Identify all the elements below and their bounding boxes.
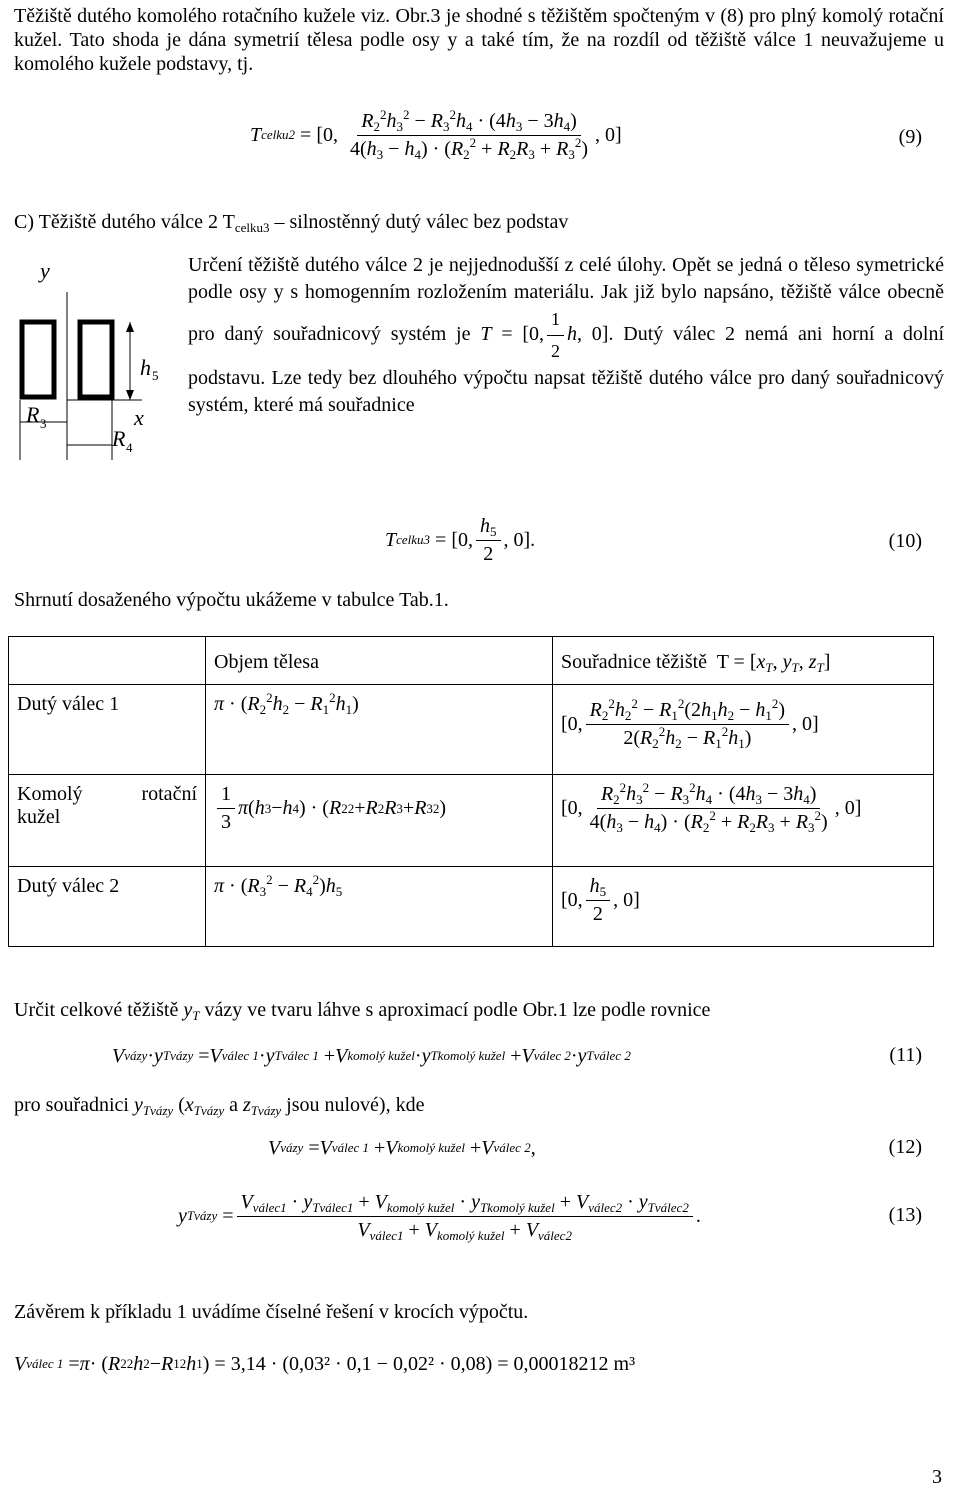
equation-11-number: (11) <box>889 1044 922 1066</box>
table-row-volume-1: $\pi \cdot (R_2^2h_2 - R_1^2h_1)$ <box>206 685 553 775</box>
r4-label: R <box>112 426 126 451</box>
equation-9: T celku2 = [0, $\frac{R_2^2h_3^2 - R_3^2h_4 \cdot (4h_3 - 3h_4)}{4(h_3 - h_4) \cdot (R_2^2 + R_2R_3 + R_3^2)}$ , 0] <box>250 106 622 162</box>
table-corner-cell <box>9 637 206 685</box>
table-row-name-1: Dutý válec 1 <box>9 685 206 775</box>
after-table-line-2: pro souřadnici $y_{Tvázy}$ ($x_{Tvázy}$ a $z_{Tvázy}$ jsou nulové), kde <box>14 1094 425 1118</box>
svg-text:5: 5 <box>152 368 159 383</box>
equation-12: V vázy = V válec 1 + V komolý kužel + V válec 2 , <box>268 1136 536 1159</box>
centroid-table <box>8 636 934 947</box>
h5-label: h <box>140 355 151 380</box>
table-row-name-3: Dutý válec 2 <box>9 867 206 947</box>
table-header-centroid: Souřadnice těžiště $T = [x_T$, $y_T$, $z_T$] <box>553 637 934 685</box>
equation-10-number: (10) <box>888 530 922 552</box>
y-axis-label: y <box>40 258 50 283</box>
equation-13-number: (13) <box>888 1204 922 1226</box>
equation-13: y Tvázy = $V_{válec1} \cdot y_{Tválec1} + V_{komolý kužel} \cdot y_{Tkomolý kužel} + V_{válec2} \cdot y_{Tválec2}$ $V_{válec1} + V_{komolý kužel} + V_{válec2}$ . <box>178 1190 701 1243</box>
table-row-centroid-3: [0, $\frac{h_5}{2}$ , 0] <box>553 867 934 947</box>
table-row-volume-2: $\frac{1}{3}$ π ( h 3 − h 4 ) · ( R 2 2 + R 2 R 3 + R 3 2 ) <box>206 775 553 867</box>
equation-10: T celku3 = [0, $\frac{h_5}{2}$ , 0]. <box>385 514 536 565</box>
equation-9-number: (9) <box>898 126 922 148</box>
table-header-volume: Objem tělesa <box>206 637 553 685</box>
equation-12-number: (12) <box>888 1136 922 1158</box>
section-c-heading: C) Těžiště dutého válce 2 $T_{celku3}$ – silnostěnný dutý válec bez podstav <box>14 211 569 235</box>
hollow-cylinder-diagram <box>12 250 177 465</box>
table-row-volume-3: $\pi \cdot (R_3^2 - R_4^2)h_5$ <box>206 867 553 947</box>
table-row-name-2: Komolý rotační kužel <box>9 775 206 867</box>
equation-11: V vázy · y Tvázy = V válec 1 · y Tválec 1 + V komolý kužel · y Tkomolý kužel + V válec 2 · y Tválec 2 <box>112 1044 631 1067</box>
summary-line: Shrnutí dosaženého výpočtu ukážeme v tabulce Tab.1. <box>14 589 449 611</box>
page-number: 3 <box>932 1466 942 1488</box>
table-row-centroid-1: [0, $\frac{R_2^2h_2^2 - R_1^2(2h_1h_2 - h_1^2)}{2(R_2^2h_2 - R_1^2h_1)}$ , 0] <box>553 685 934 775</box>
r3-label: R <box>26 402 40 427</box>
svg-text:3: 3 <box>40 416 47 431</box>
intro-paragraph: Těžiště dutého komolého rotačního kužele viz. Obr.3 je shodné s těžištěm spočteným v (8) pro plný komolý rotační kužel. Tato shoda je dána symetrií tělesa podle osy y a také tím, že na rozdíl od těžiště válce 1 neuvažujeme u komolého kužele podstavy, tj. <box>14 5 944 75</box>
section-c-paragraph: Určení těžiště dutého válce 2 je nejjednodušší z celé úlohy. Opět se jedná o těleso symetrické podle osy y s homogenním rozložením materiálu. Jak již bylo napsáno, těžiště válce obecně pro daný souřadnicový systém je T = [0, $\frac{1}{2}$ h, 0]. Dutý válec 2 nemá ani horní a dolní podstavu. Lze tedy bez dlouhého výpočtu napsat těžiště dutého válce pro daný souřadnicový systém, které má souřadnice <box>188 254 945 416</box>
conclusion-line: Závěrem k příkladu 1 uvádíme číselné řešení v krocích výpočtu. <box>14 1301 529 1323</box>
final-calculation: V válec 1 = π · ( R 2 2 h 2 − R 1 2 h 1 ) = 3,14 · (0,03² · 0,1 − 0,02² · 0,08) = 0,00018212 m³ <box>14 1352 636 1375</box>
table-row-centroid-2: [0, $\frac{R_2^2h_3^2 - R_3^2h_4 \cdot (4h_3 - 3h_4)}{4(h_3 - h_4) \cdot (R_2^2 + R_2R_3 + R_3^2)}$ , 0] <box>553 775 934 867</box>
svg-text:4: 4 <box>126 440 133 455</box>
x-axis-label: x <box>134 405 144 430</box>
after-table-line-1: Určit celkové těžiště $y_T$ vázy ve tvaru láhve s aproximací podle Obr.1 lze podle rovnice <box>14 999 711 1023</box>
